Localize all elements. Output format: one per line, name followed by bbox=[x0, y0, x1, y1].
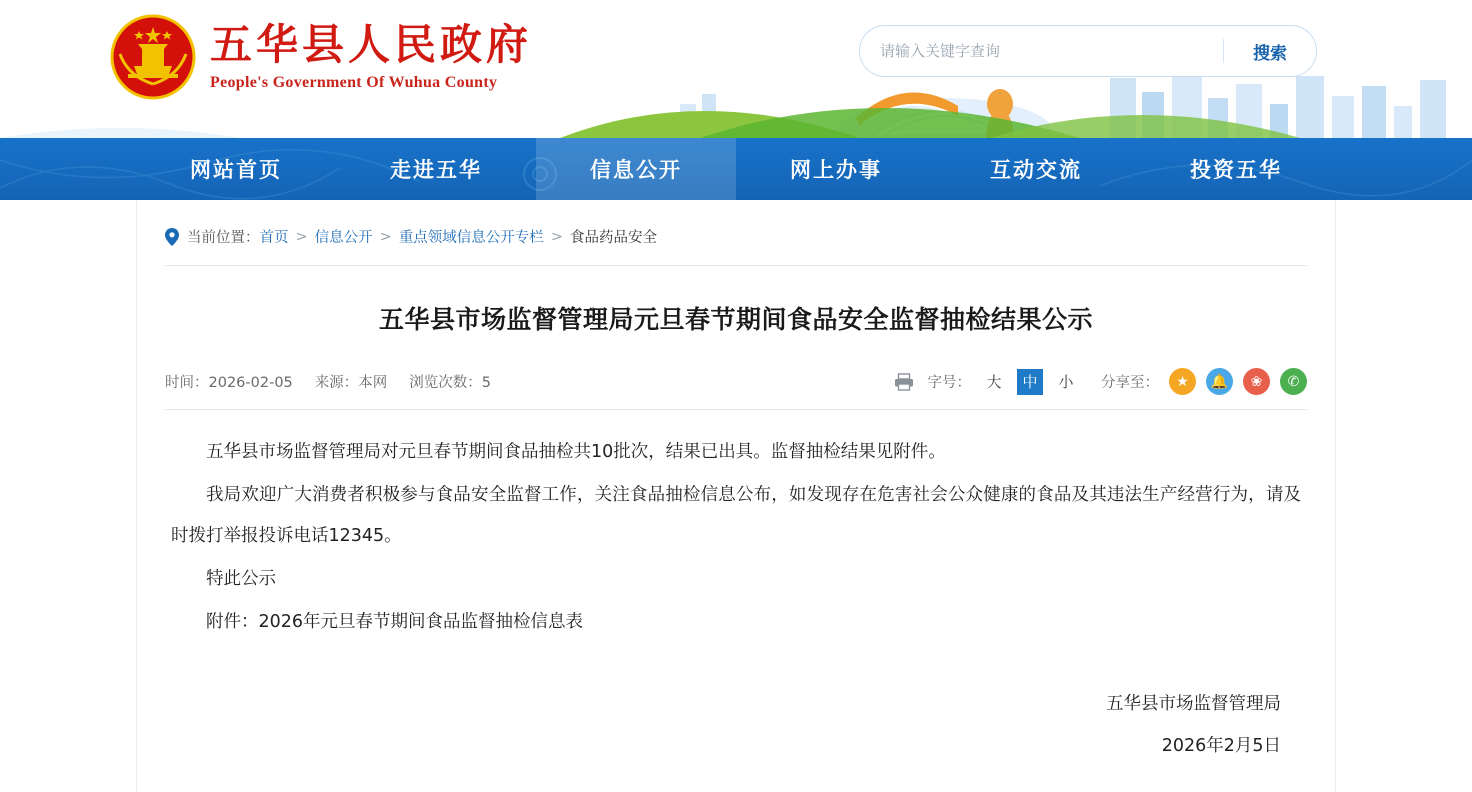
page-title: 五华县市场监督管理局元旦春节期间食品安全监督抽检结果公示 bbox=[378, 305, 1093, 334]
main-navigation bbox=[0, 138, 1472, 200]
nav-item-label: 投资五华 bbox=[1190, 158, 1282, 182]
nav-item-label: 信息公开 bbox=[590, 158, 682, 182]
article-paragraph: 五华县市场监督管理局对元旦春节期间食品抽检共10批次，结果已出具。监督抽检结果见附件。 bbox=[206, 442, 946, 462]
location-pin-icon bbox=[165, 228, 179, 246]
font-size-small[interactable]: 小 bbox=[1058, 372, 1074, 391]
article-paragraph: 我局欢迎广大消费者积极参与食品安全监督工作，关注食品抽检信息公布，如发现存在危害社会公众健康的食品及其违法生产经营行为，请及时拨打举报投诉电话12345。 bbox=[171, 485, 1301, 546]
article-time: 时间：2026-02-05 bbox=[165, 375, 293, 391]
breadcrumb-separator: > bbox=[550, 228, 563, 245]
article-meta-bar bbox=[165, 368, 1307, 410]
nav-item-online-services[interactable] bbox=[736, 138, 936, 200]
article-body bbox=[171, 432, 1301, 643]
nav-item-about[interactable] bbox=[336, 138, 536, 200]
breadcrumb-item-disclosure[interactable]: 信息公开 bbox=[314, 230, 373, 246]
nav-item-interaction[interactable] bbox=[936, 138, 1136, 200]
search-input[interactable] bbox=[860, 43, 1223, 60]
breadcrumb-separator: > bbox=[295, 228, 308, 245]
site-header bbox=[0, 0, 1472, 138]
breadcrumb-prefix: 当前位置： bbox=[187, 230, 260, 246]
search-button[interactable]: 搜索 bbox=[1253, 43, 1287, 64]
article-views: 浏览次数：5 bbox=[409, 375, 492, 391]
font-size-medium[interactable]: 中 bbox=[1017, 369, 1043, 395]
nav-item-label: 互动交流 bbox=[990, 158, 1082, 182]
article-signature-block bbox=[171, 683, 1301, 767]
site-title-cn: 五华县人民政府 bbox=[210, 20, 533, 69]
font-size-large[interactable]: 大 bbox=[986, 372, 1002, 391]
nav-item-investment[interactable] bbox=[1136, 138, 1336, 200]
font-size-label: 字号： bbox=[927, 375, 971, 391]
breadcrumb-item-key-areas[interactable]: 重点领域信息公开专栏 bbox=[398, 230, 544, 246]
article-source: 来源：本网 bbox=[314, 375, 388, 391]
article-attachment-line: 附件：2026年元旦春节期间食品监督抽检信息表 bbox=[206, 612, 584, 632]
nav-item-label: 网上办事 bbox=[790, 158, 882, 182]
wechat-icon[interactable]: ✆ bbox=[1280, 368, 1307, 395]
breadcrumb-item-current: 食品药品安全 bbox=[569, 230, 657, 246]
breadcrumb-separator: > bbox=[379, 228, 392, 245]
favorite-star-icon[interactable]: ★ bbox=[1169, 368, 1196, 395]
printer-icon[interactable] bbox=[894, 373, 914, 391]
nav-item-home[interactable] bbox=[136, 138, 336, 200]
breadcrumb-item-home[interactable]: 首页 bbox=[259, 230, 289, 246]
site-title-en: People's Government Of Wuhua County bbox=[210, 74, 498, 91]
article-tools bbox=[894, 368, 1308, 395]
nav-item-label: 走进五华 bbox=[390, 158, 482, 182]
national-emblem-icon bbox=[110, 14, 196, 100]
nav-item-label: 网站首页 bbox=[190, 158, 282, 182]
article-paragraph: 特此公示 bbox=[206, 569, 276, 589]
content-panel bbox=[136, 200, 1336, 792]
weibo-icon[interactable]: ❀ bbox=[1243, 368, 1270, 395]
breadcrumb bbox=[165, 200, 1307, 247]
notify-bell-icon[interactable]: 🔔 bbox=[1206, 368, 1233, 395]
signature-org: 五华县市场监督管理局 bbox=[1106, 694, 1281, 714]
article-meta-left bbox=[165, 371, 491, 392]
nav-item-information-disclosure[interactable] bbox=[536, 138, 736, 200]
share-label: 分享至： bbox=[1101, 375, 1159, 391]
search-box[interactable] bbox=[859, 25, 1317, 77]
signature-date: 2026年2月5日 bbox=[1161, 736, 1281, 756]
breadcrumb-divider bbox=[165, 265, 1307, 266]
